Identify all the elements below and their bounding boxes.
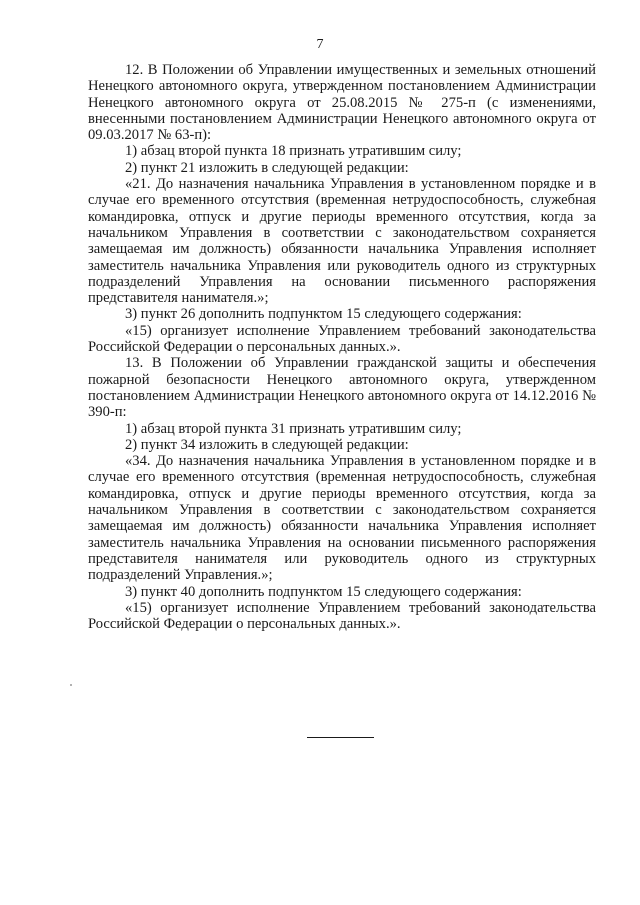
- paragraph-subitem: 1) абзац второй пункта 31 признать утратившим силу;: [125, 420, 462, 437]
- paragraph-subitem: 3) пункт 26 дополнить подпунктом 15 следующего содержания:: [125, 306, 522, 323]
- document-body: [88, 62, 596, 632]
- paragraph-quoted-text: «15) организует исполнение Управлением требований законодательства Российской Федерации о персональных данных.».: [88, 322, 596, 356]
- closing-rule: [307, 737, 374, 738]
- paragraph-subitem: 2) пункт 21 изложить в следующей редакции:: [125, 159, 409, 176]
- paragraph-subitem: 2) пункт 34 изложить в следующей редакции:: [125, 436, 409, 453]
- paragraph-item-12: 12. В Положении об Управлении имущественных и земельных отношений Ненецкого автономного округа, утвержденном постановлением Администрации Ненецкого автономного округа от 25.08.2015 № 275-п (с изменениями, внесенными постановлением Администрации Ненецкого автономного округа от 09.03.2017 № 63-п):: [88, 62, 596, 144]
- paragraph-item-13: 13. В Положении об Управлении гражданской защиты и обеспечения пожарной безопасности Ненецкого автономного округа, утвержденном постановлением Администрации Ненецкого автономного округа от 14.12.2016 № 390-п:: [88, 355, 596, 421]
- paragraph-subitem: 3) пункт 40 дополнить подпунктом 15 следующего содержания:: [125, 583, 522, 600]
- paragraph-subitem: 1) абзац второй пункта 18 признать утратившим силу;: [125, 143, 462, 160]
- paragraph-quoted-text: «21. До назначения начальника Управления в установленном порядке и в случае его временного отсутствия (временная нетрудоспособность, служебная командировка, отпуск и другие периоды временного отсутствия, когда за начальником Управления в соответствии с законодательством сохраняется замещаемая им должность) обязанности начальника Управления исполняет заместитель начальника Управления или руководитель одного из структурных подразделений Управления на основании письменного распоряжения представителя нанимателя.»;: [88, 176, 596, 307]
- scan-artifact: [70, 684, 72, 686]
- page-number: 7: [316, 37, 324, 52]
- paragraph-quoted-text: «15) организует исполнение Управлением требований законодательства Российской Федерации о персональных данных.».: [88, 599, 596, 633]
- paragraph-quoted-text: «34. До назначения начальника Управления в установленном порядке и в случае его временного отсутствия (временная нетрудоспособность, служебная командировка, отпуск и другие периоды временного отсутствия, когда за начальником Управления в соответствии с законодательством сохраняется замещаемая им должность) обязанности начальника Управления исполняет заместитель начальника Управления на основании письменного распоряжения представителя нанимателя или руководитель одного из структурных подразделений Управления.»;: [88, 453, 596, 584]
